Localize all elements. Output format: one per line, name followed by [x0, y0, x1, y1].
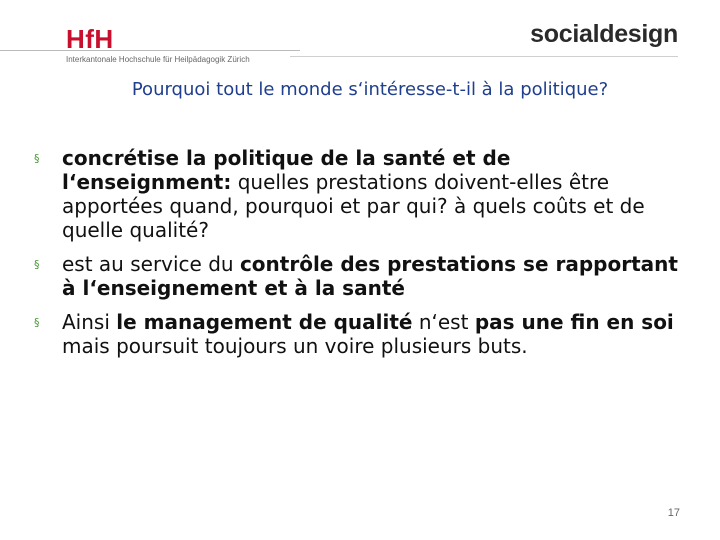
socialdesign-logo-rule: [290, 56, 678, 57]
bullet-text: [62, 146, 684, 242]
hfh-logo-rule: [0, 50, 300, 51]
bullet-text-bold: le management de qualité: [116, 310, 413, 334]
hfh-logo-subtitle: Interkantonale Hochschule für Heilpädagogik Zürich: [66, 55, 250, 64]
bullet-marker-icon: §: [34, 152, 40, 165]
bullet-text-regular: n‘est: [412, 310, 475, 334]
hfh-logo: [0, 22, 330, 70]
bullet-text-regular: quelles prestations doivent-elles être apportées quand, pourquoi et par qui? à quels coûts et de quelle qualité?: [62, 170, 645, 242]
page-number: 17: [667, 507, 680, 519]
bullet-item: [34, 310, 684, 358]
bullet-text-regular: mais poursuit toujours un voire plusieurs buts.: [62, 334, 528, 358]
bullet-item: [34, 146, 684, 242]
bullet-item: [34, 252, 684, 300]
slide-title: Pourquoi tout le monde s‘intéresse-t-il à la politique?: [131, 79, 609, 100]
bullet-text-bold: pas une fin en soi: [474, 310, 674, 334]
bullet-text-bold: contrôle des prestations se rapportant à l‘enseignement et à la santé: [62, 252, 678, 300]
bullet-text: [62, 252, 684, 300]
bullet-text-regular: est au service du: [62, 252, 240, 276]
socialdesign-logo: socialdesign: [530, 20, 678, 48]
bullet-marker-icon: §: [34, 316, 40, 329]
bullet-text-bold: concrétise la politique de la santé et de l‘enseignment:: [62, 146, 511, 194]
hfh-logo-mark: HfH: [66, 24, 114, 54]
bullet-marker-icon: §: [34, 258, 40, 271]
bullet-text-regular: Ainsi: [62, 310, 117, 334]
bullet-list: [34, 146, 684, 368]
bullet-text: [62, 310, 684, 358]
